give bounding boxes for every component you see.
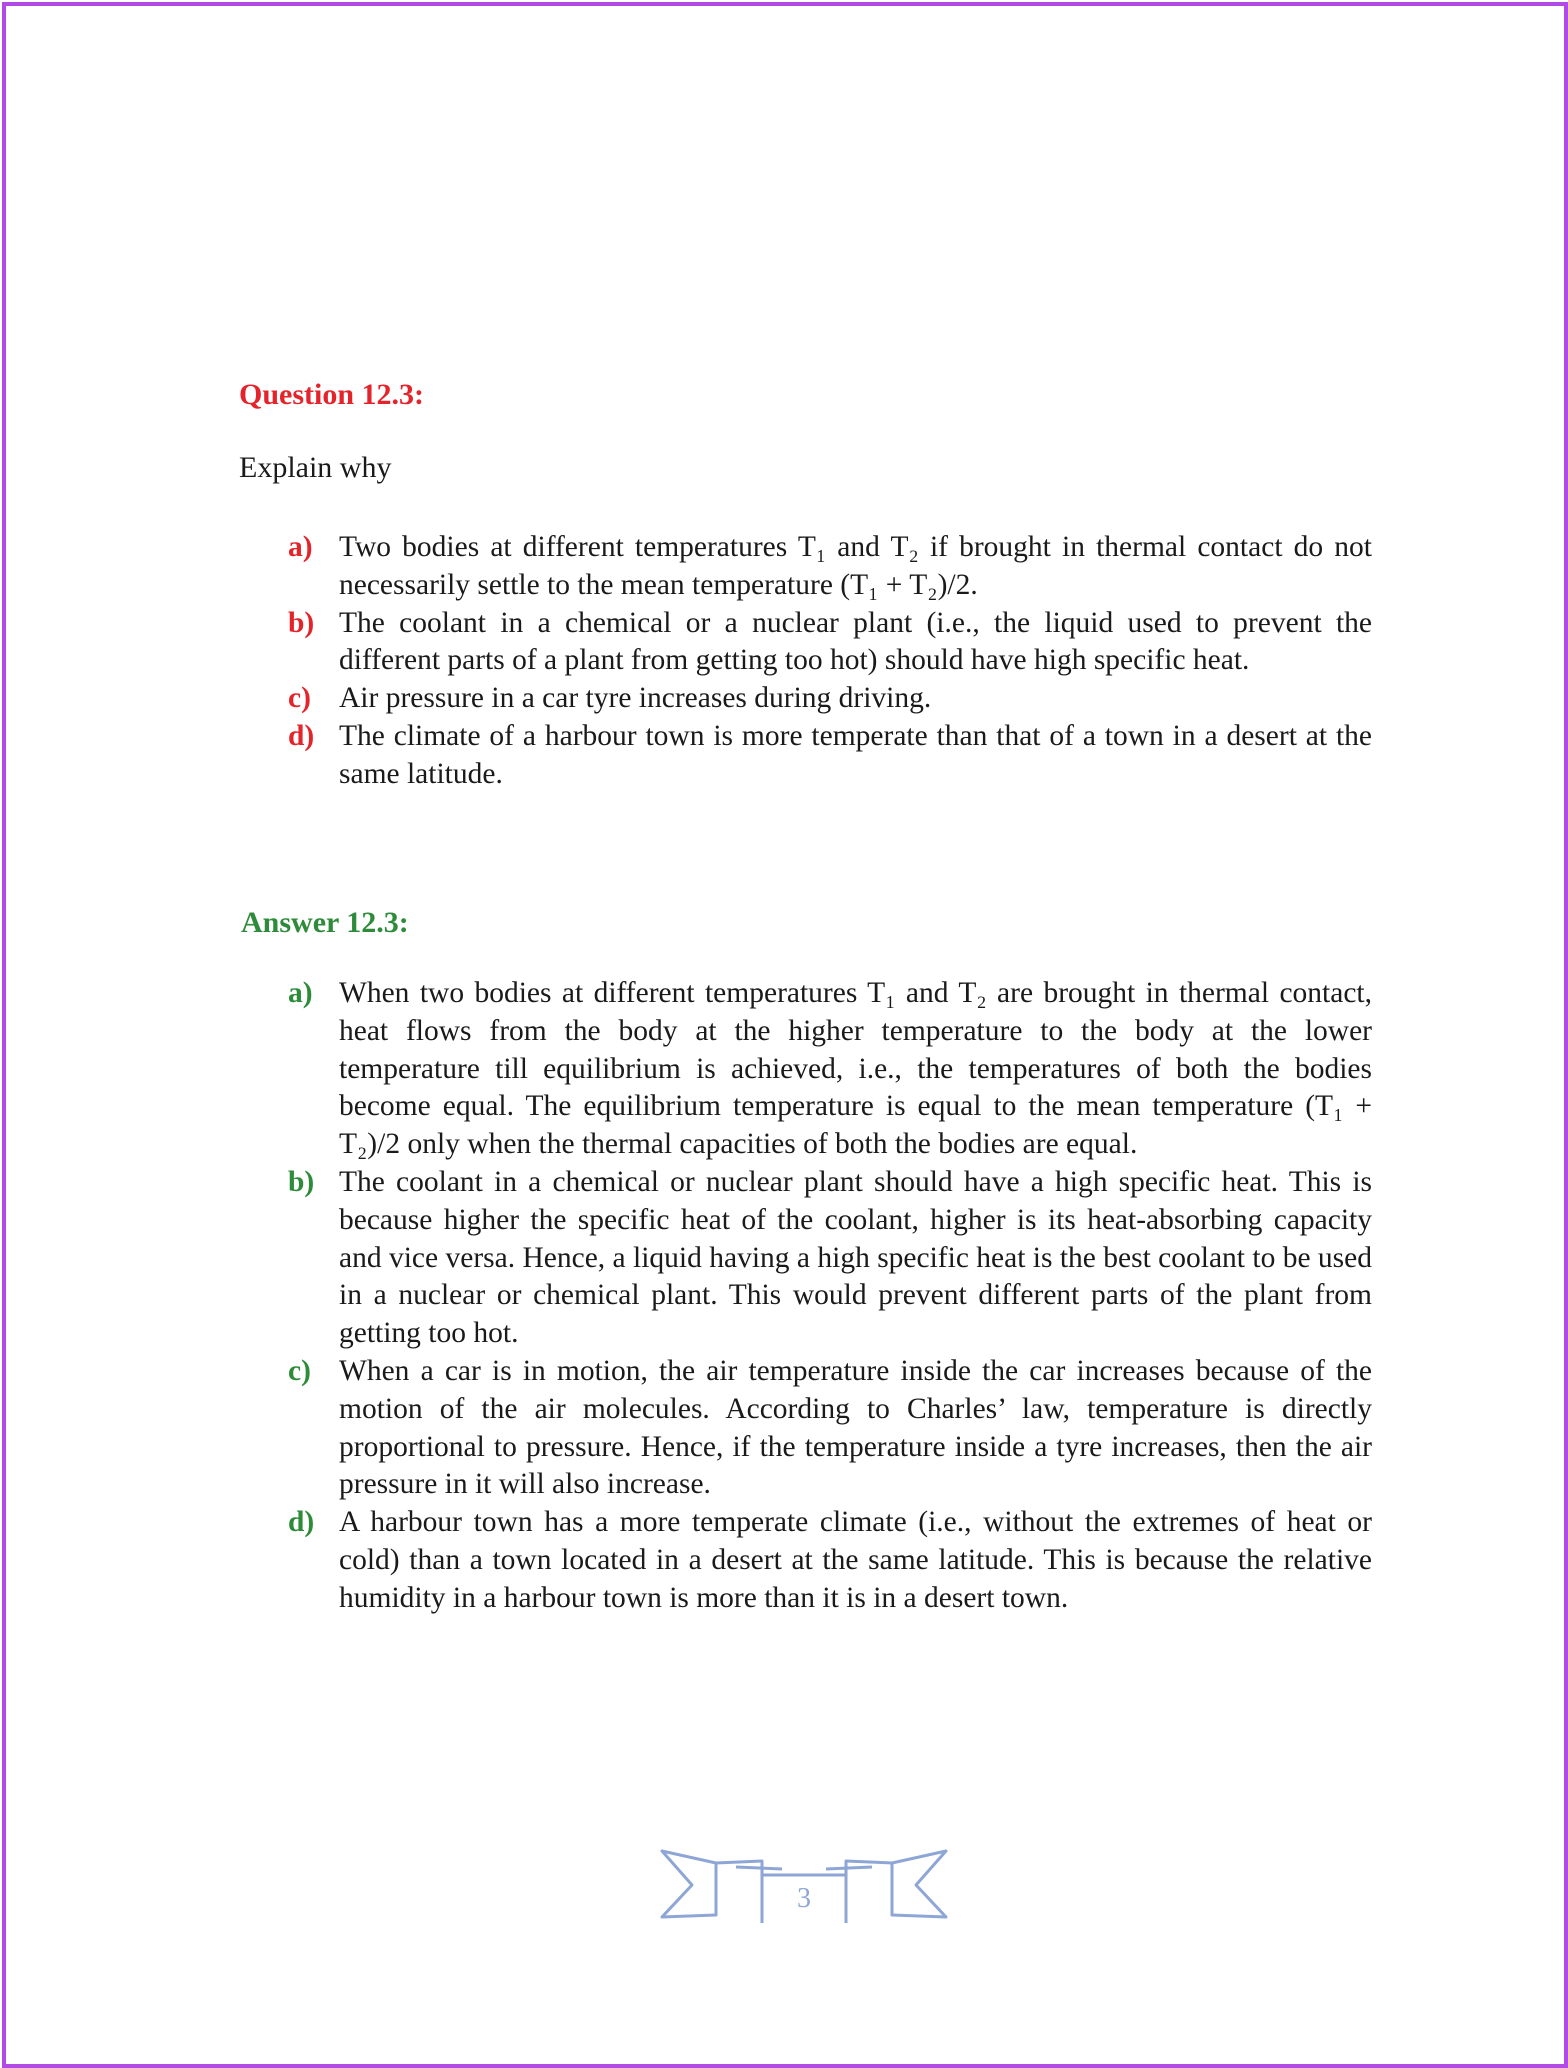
answer-item-label: b) (288, 1165, 315, 1198)
answer-item-text: The coolant in a chemical or nuclear plant should have a high specific heat. This is because higher the specific heat of the coolant, higher is its heat-absorbing capacity and vice versa. Hence, a liquid having a high specific heat is the best coolant to be used in a nuclear or chemical plant. This would prevent different parts of the plant from getting too hot. (339, 1165, 1372, 1350)
question-item-text: The coolant in a chemical or a nuclear plant (i.e., the liquid used to prevent the different parts of a plant from getting too hot) should have high specific heat. (339, 606, 1372, 677)
answer-item-label: a) (288, 977, 313, 1009)
answer-item-label: d) (288, 1506, 315, 1539)
question-item-label: b) (288, 606, 315, 639)
question-item-label: a) (288, 531, 313, 563)
question-intro: Explain why (239, 451, 392, 484)
question-item-label: d) (288, 719, 315, 752)
question-list (288, 529, 1372, 794)
question-item-a (288, 529, 1372, 605)
question-item-b (288, 605, 1372, 681)
page-number: 3 (797, 1883, 811, 1914)
question-item-d (288, 718, 1372, 794)
answer-item-text: A harbour town has a more temperate climate (i.e., without the extremes of heat or cold) than a town located in a desert at the same latitude. This is because the relative humidity in a harbour town is more than it is in a desert town. (339, 1506, 1372, 1614)
answer-item-d (288, 1504, 1372, 1617)
question-item-text: The climate of a harbour town is more temperate than that of a town in a desert at the same latitude. (339, 719, 1372, 790)
answer-list (288, 975, 1372, 1618)
question-item-text: Two bodies at different temperatures T₁ and T₂ if brought in thermal contact do not necessarily settle to the mean temperature (T₁ + T₂)/2. (339, 531, 1372, 601)
answer-item-c (288, 1353, 1372, 1504)
answer-item-text: When a car is in motion, the air temperature inside the car increases because of the motion of the air molecules. According to Charles’ law, temperature is directly proportional to pressure. Hence, if the temperature inside a tyre increases, then the air pressure in it will also increase. (339, 1354, 1372, 1501)
question-item-text: Air pressure in a car tyre increases during driving. (339, 682, 932, 715)
answer-item-label: c) (288, 1354, 311, 1387)
answer-item-b (288, 1164, 1372, 1353)
answer-item-text: When two bodies at different temperatures T₁ and T₂ are brought in thermal contact, heat flows from the body at the higher temperature to the body at the lower temperature till equilibrium is achieved, i.e., the temperatures of both the bodies become equal. The equilibrium temperature is equal to the mean temperature (T₁ + T₂)/2 only when the thermal capacities of both the bodies are equal. (339, 977, 1372, 1161)
question-item-c (288, 680, 1372, 718)
answer-item-a (288, 975, 1372, 1164)
question-heading: Question 12.3: (239, 378, 425, 411)
answer-heading: Answer 12.3: (241, 906, 409, 939)
question-item-label: c) (288, 682, 311, 715)
